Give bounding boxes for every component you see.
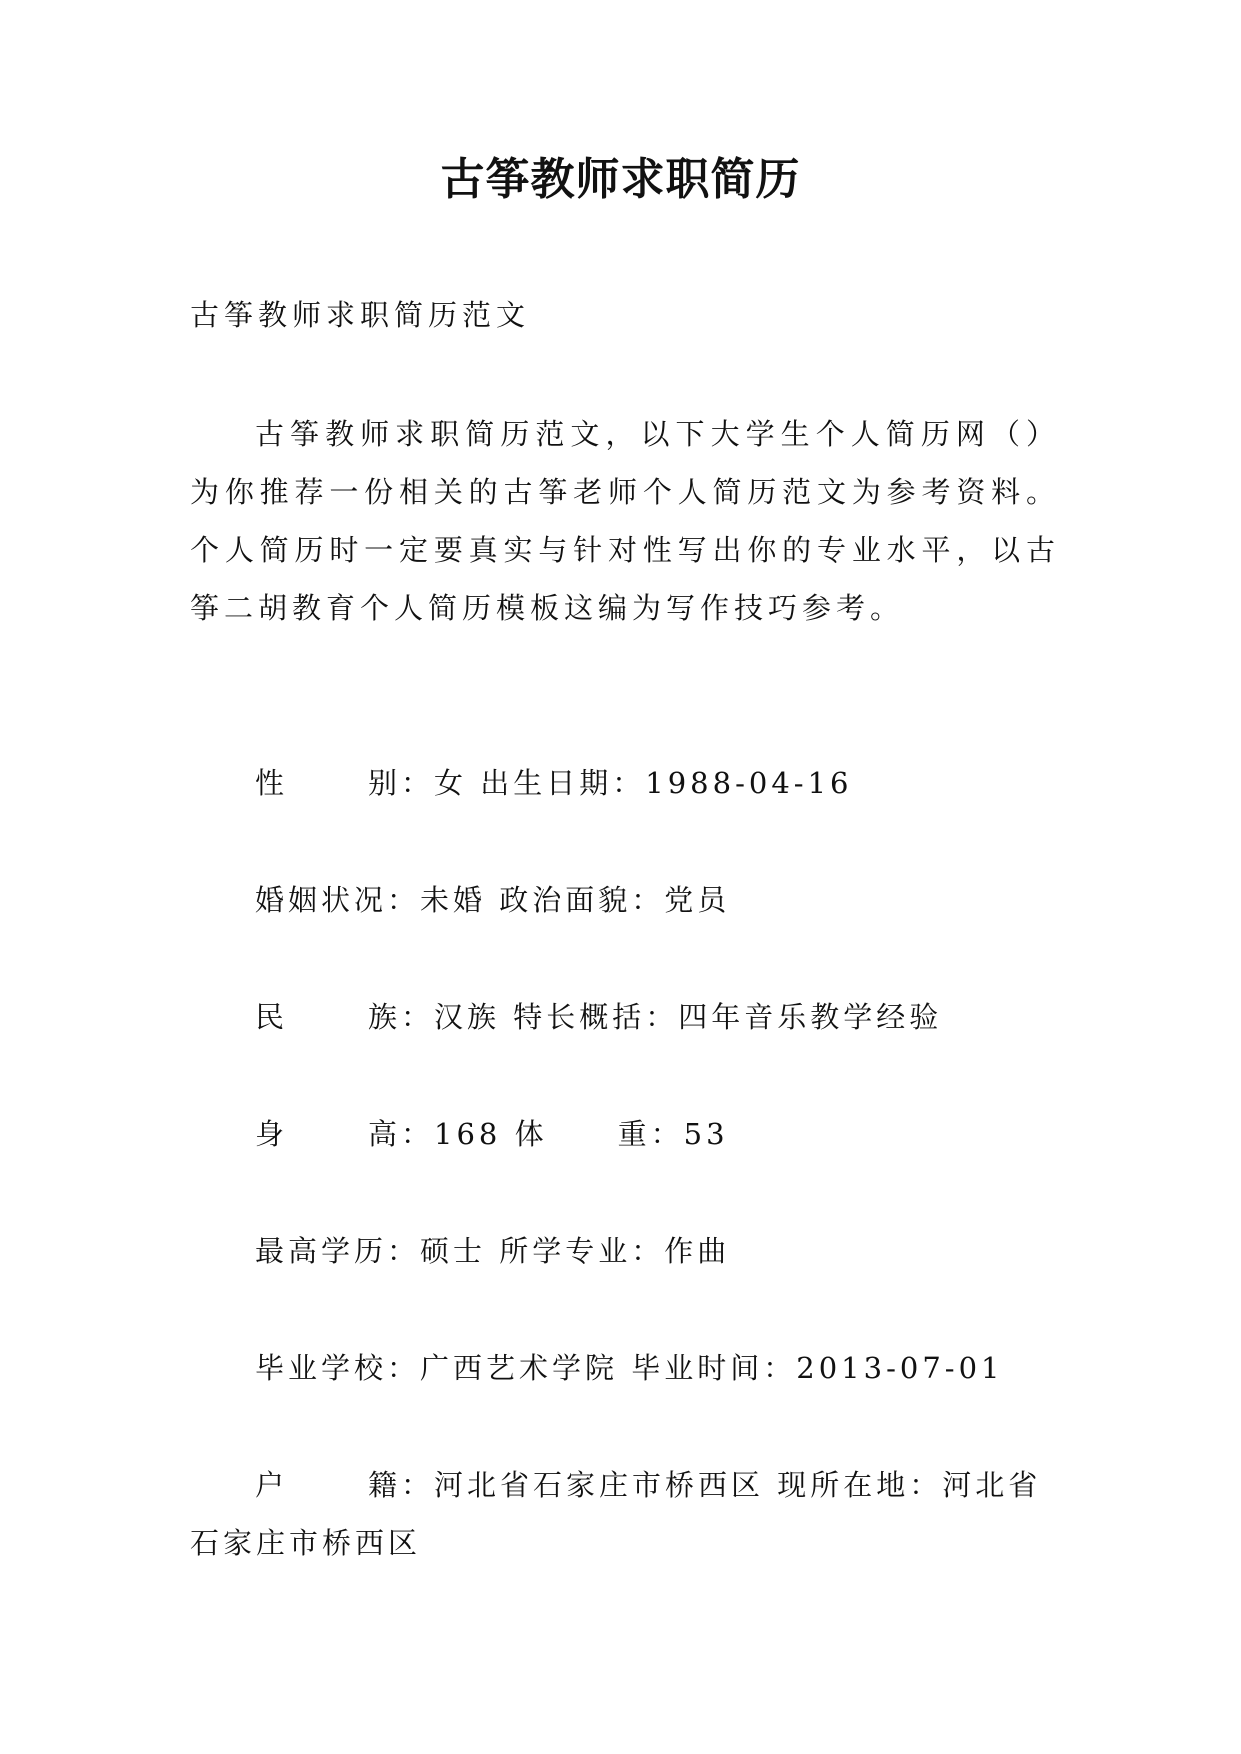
ethnic-label-first: 民 xyxy=(255,1000,289,1034)
grad-time-value: 2013-07-01 xyxy=(796,1351,1004,1385)
political-value: 党员 xyxy=(664,883,731,917)
education-label: 最高学历： xyxy=(255,1234,421,1268)
field-row-education-major xyxy=(190,1222,1060,1280)
hukou-label-second: 籍： xyxy=(368,1468,435,1502)
ethnic-label-second: 族： xyxy=(368,1000,435,1034)
ethnic-value: 汉族 xyxy=(434,1000,501,1034)
hukou-label-first: 户 xyxy=(255,1468,289,1502)
weight-value: 53 xyxy=(683,1117,729,1151)
field-row-hukou-residence xyxy=(190,1456,1060,1572)
specialty-label: 特长概括： xyxy=(513,1000,679,1034)
marital-value: 未婚 xyxy=(420,883,487,917)
grad-time-label: 毕业时间： xyxy=(631,1351,797,1385)
height-label-first: 身 xyxy=(255,1117,289,1151)
school-value: 广西艺术学院 xyxy=(420,1351,619,1385)
field-row-marital-political xyxy=(190,871,1060,929)
residence-label: 现所在地： xyxy=(777,1468,943,1502)
gender-value: 女 xyxy=(434,766,468,800)
gender-label-first: 性 xyxy=(255,766,289,800)
weight-label-first: 体 xyxy=(514,1117,548,1151)
birth-label: 出生日期： xyxy=(480,766,646,800)
political-label: 政治面貌： xyxy=(499,883,665,917)
height-value: 168 xyxy=(434,1117,502,1151)
field-row-school-gradtime xyxy=(190,1339,1060,1397)
hukou-value: 河北省石家庄市桥西区 xyxy=(434,1468,765,1502)
height-label-second: 高： xyxy=(368,1117,435,1151)
major-value: 作曲 xyxy=(664,1234,731,1268)
gender-label-second: 别： xyxy=(368,766,435,800)
weight-label-second: 重： xyxy=(617,1117,684,1151)
residence-value: 河北省石家庄市桥西区 xyxy=(190,1468,1042,1560)
school-label: 毕业学校： xyxy=(255,1351,421,1385)
intro-paragraph: 古筝教师求职简历范文，以下大学生个人简历网（）为你推荐一份相关的古筝老师个人简历范文为参考资料。个人简历时一定要真实与针对性写出你的专业水平，以古筝二胡教育个人简历模板这编为写作技巧参考。 xyxy=(190,417,1060,625)
specialty-value: 四年音乐教学经验 xyxy=(678,1000,943,1034)
field-row-height-weight xyxy=(190,1105,1060,1163)
field-row-ethnic-specialty xyxy=(190,988,1060,1046)
major-label: 所学专业： xyxy=(499,1234,665,1268)
birth-value: 1988-04-16 xyxy=(645,766,853,800)
marital-label: 婚姻状况： xyxy=(255,883,421,917)
page-title: 古筝教师求职简历 xyxy=(440,154,801,205)
field-row-gender-birth xyxy=(190,754,1060,812)
education-value: 硕士 xyxy=(420,1234,487,1268)
subtitle: 古筝教师求职简历范文 xyxy=(190,298,531,332)
